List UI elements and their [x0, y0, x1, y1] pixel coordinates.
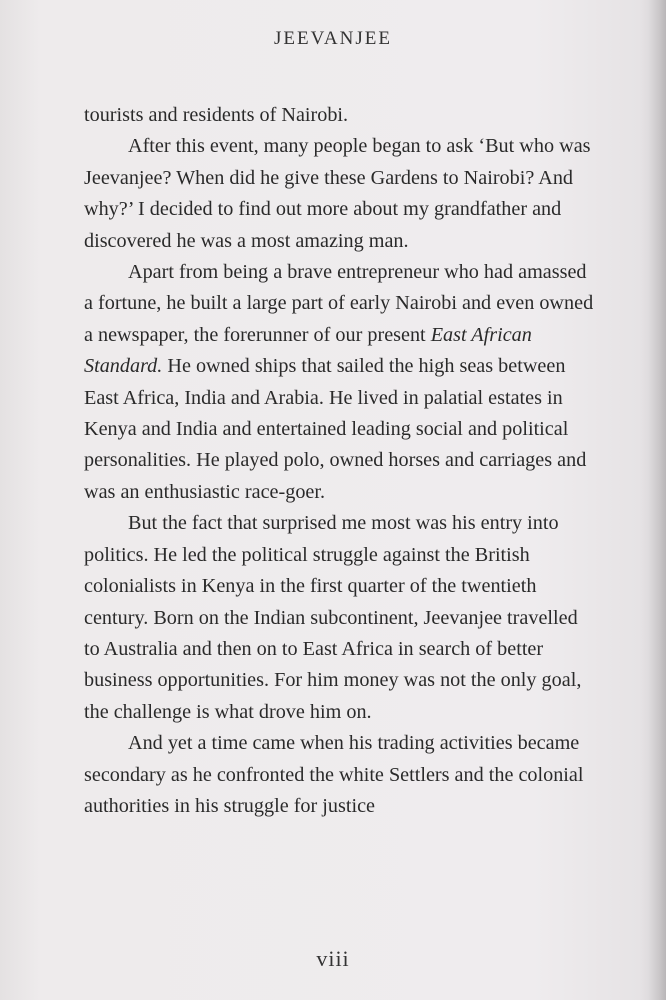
running-head: JEEVANJEE — [274, 28, 392, 49]
paragraph-5: And yet a time came when his trading activities became secondary as he confronted the white Settlers and the colonial authorities in his struggle for justice — [84, 732, 584, 817]
paragraph-3 — [84, 257, 594, 508]
body-text — [84, 100, 594, 822]
page-number: viii — [316, 946, 350, 971]
paragraph-3-start: Apart from being a brave entrepreneur who had amassed a fortune, he built a large part of early Nairobi and even owned a newspaper, the forerunner of our present — [84, 261, 594, 346]
paragraph-1: tourists and residents of Nairobi. — [84, 104, 349, 126]
paragraph-4: But the fact that surprised me most was his entry into politics. He led the political struggle against the British colonialists in Kenya in the first quarter of the twentieth century. Born on the Indian subcontinent, Jeevanjee travelled to Australia and then on to East Africa in search of better business opportunities. For him money was not the only goal, the challenge is what drove him on. — [84, 512, 582, 723]
paragraph-2: After this event, many people began to ask ‘But who was Jeevanjee? When did he give these Gardens to Nairobi? And why?’ I decided to find out more about my grandfather and discovered he was a most amazing man. — [84, 135, 591, 252]
paragraph-3-end: He owned ships that sailed the high seas between East Africa, India and Arabia. He lived in palatial estates in Kenya and India and entertained leading social and political personalities. He played polo, owned horses and carriages and was an enthusiastic race-goer. — [84, 355, 587, 503]
newspaper-title: East African Standard. — [84, 323, 532, 378]
